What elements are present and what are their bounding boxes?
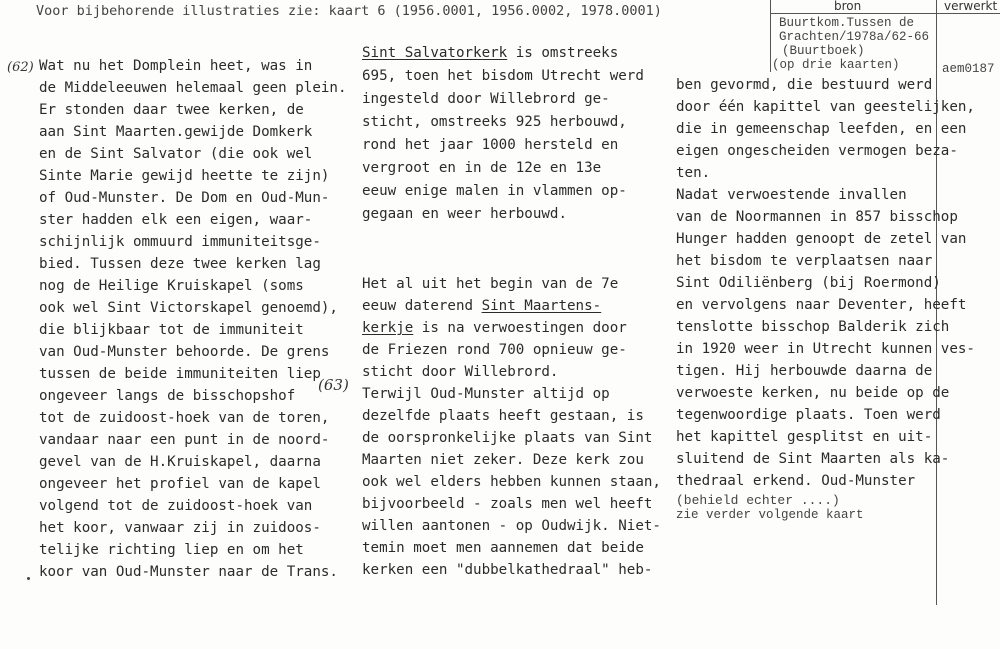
text-line: het kapittel gesplitst en uit- — [676, 429, 933, 445]
text-line: Sint Odiliënberg (bij Roermond) — [676, 275, 941, 291]
text-line: in 1920 weer in Utrecht kunnen ves- — [676, 341, 975, 357]
bron-header: bron — [834, 0, 862, 13]
text-line: Maarten niet zeker. Deze kerk zou — [362, 452, 644, 468]
handwritten-note-63: (63) — [318, 376, 349, 394]
text-line: tussen de beide immuniteiten liep — [39, 366, 321, 382]
text-line: ben gevormd, die bestuurd werd — [676, 77, 933, 93]
text-line: Er stonden daar twee kerken, de — [39, 102, 304, 118]
verwerkt-value: aem0187 — [942, 62, 995, 76]
text-line: die blijkbaar tot de immuniteit — [39, 322, 304, 338]
text-line: het bisdom te verplaatsen naar — [676, 253, 933, 269]
table-left-border — [770, 0, 771, 72]
text-line: tegenwoordige plaats. Toen werd — [676, 407, 941, 423]
text-line: vergroot en in de 12e en 13e — [362, 160, 602, 176]
text-line: die in gemeenschap leefden, en een — [676, 121, 967, 137]
text-line: sticht, omstreeks 925 herbouwd, — [362, 114, 627, 130]
text-line: eeuw enige malen in vlammen op- — [362, 183, 627, 199]
text-line: schijnlijk ommuurd immuniteitsge- — [39, 234, 321, 250]
text-line: door één kapittel van geestelijken, — [676, 99, 975, 115]
text-line: en vervolgens naar Deventer, heeft — [676, 297, 967, 313]
text-line: gevel van de H.Kruiskapel, daarna — [39, 454, 321, 470]
continued-note: (behield echter ....) — [676, 493, 840, 508]
see-next-map-note: zie verder volgende kaart — [676, 508, 864, 522]
text-line: eigen ongescheiden vermogen beza- — [676, 143, 958, 159]
text-line: Wat nu het Domplein heet, was in — [39, 58, 313, 74]
header-reference: Voor bijbehorende illustraties zie: kaart 6 (1956.0001, 1956.0002, 1978.0001) — [36, 3, 662, 19]
text-line: Het al uit het begin van de 7e — [362, 276, 619, 292]
text-line: ook wel elders hebben kunnen staan, — [362, 474, 661, 490]
text-line: of Oud-Munster. De Dom en Oud-Mun- — [39, 190, 330, 206]
text-line: de oorspronkelijke plaats van Sint — [362, 430, 653, 446]
text-line: koor van Oud-Munster naar de Trans. — [39, 564, 338, 580]
text-line: Sinte Marie gewijd heette te zijn) — [39, 168, 330, 184]
text-line: vandaar naar een punt in de noord- — [39, 432, 330, 448]
text-line: de Middeleeuwen helemaal geen plein. — [39, 80, 347, 96]
text-line: en de Sint Salvator (die ook wel — [39, 146, 313, 162]
text-line: telijke richting liep en om het — [39, 542, 304, 558]
text-line: temin moet men aannemen dat beide — [362, 540, 644, 556]
text-line: verwoeste kerken, nu beide op de — [676, 385, 950, 401]
text-line: aan Sint Maarten.gewijde Domkerk — [39, 124, 313, 140]
bron-line-3: (Buurtboek) — [782, 44, 865, 58]
text-line: nog de Heilige Kruiskapel (soms — [39, 278, 304, 294]
text-line: Hunger hadden genoopt de zetel van — [676, 231, 967, 247]
text-line: ten. — [676, 165, 711, 181]
table-header-rule — [770, 13, 1000, 14]
text-line: dezelfde plaats heeft gestaan, is — [362, 408, 644, 424]
text-line: ingesteld door Willebrord ge- — [362, 91, 610, 107]
text-line: Terwijl Oud-Munster altijd op — [362, 386, 610, 402]
text-line: eeuw daterend Sint Maartens- — [362, 298, 602, 314]
text-line: sluitend de Sint Maarten als ka- — [676, 451, 950, 467]
text-line: ongeveer het profiel van de kapel — [39, 476, 321, 492]
text-line: rond het jaar 1000 hersteld en — [362, 137, 619, 153]
link-sint-salvatorkerk: Sint Salvatorkerk — [362, 45, 508, 61]
bron-line-1: Buurtkom.Tussen de — [779, 16, 915, 30]
text-line: bijvoorbeeld - zoals men wel heeft — [362, 496, 653, 512]
verwerkt-header: verwerkt — [944, 0, 998, 13]
text-line: 695, toen het bisdom Utrecht werd — [362, 68, 644, 84]
text-line: sticht door Willebrord. — [362, 364, 559, 380]
text-line: Nadat verwoestende invallen — [676, 187, 907, 203]
text-line: de Friezen rond 700 opnieuw ge- — [362, 342, 627, 358]
text-line: willen aantonen - op Oudwijk. Niet- — [362, 518, 661, 534]
text-line: tenslotte bisschop Balderik zich — [676, 319, 950, 335]
bron-line-2: Grachten/1978a/62-66 — [779, 30, 930, 44]
text-line: ongeveer langs de bisschopshof — [39, 388, 296, 404]
text-line: volgend tot de zuidoost-hoek van — [39, 498, 313, 514]
text-line: het koor, vanwaar zij in zuidoos- — [39, 520, 321, 536]
text-line: bied. Tussen deze twee kerken lag — [39, 256, 321, 272]
text-line: Sint Salvatorkerk is omstreeks — [362, 45, 619, 61]
text-line: gegaan en weer herbouwd. — [362, 206, 567, 222]
text-line: thedraal erkend. Oud-Munster — [676, 473, 916, 489]
text-line: van Oud-Munster behoorde. De grens — [39, 344, 330, 360]
text-line: kerken een "dubbelkathedraal" heb- — [362, 562, 653, 578]
text-line: tigen. Hij herbouwde daarna de — [676, 363, 933, 379]
text-line: ster hadden elk een eigen, waar- — [39, 212, 313, 228]
text-line: van de Noormannen in 857 bisschop — [676, 209, 958, 225]
link-sint-maartenskerkje: Sint Maartens- — [481, 298, 602, 314]
text-line: tot de zuidoost-hoek van de toren, — [39, 410, 330, 426]
text-line: ook wel Sint Victorskapel genoemd), — [39, 300, 338, 316]
bron-line-4: (op drie kaarten) — [772, 58, 900, 72]
text-line: kerkje is na verwoestingen door — [362, 320, 627, 336]
handwritten-note-62: (62) — [7, 60, 34, 75]
scan-speck — [27, 577, 30, 580]
